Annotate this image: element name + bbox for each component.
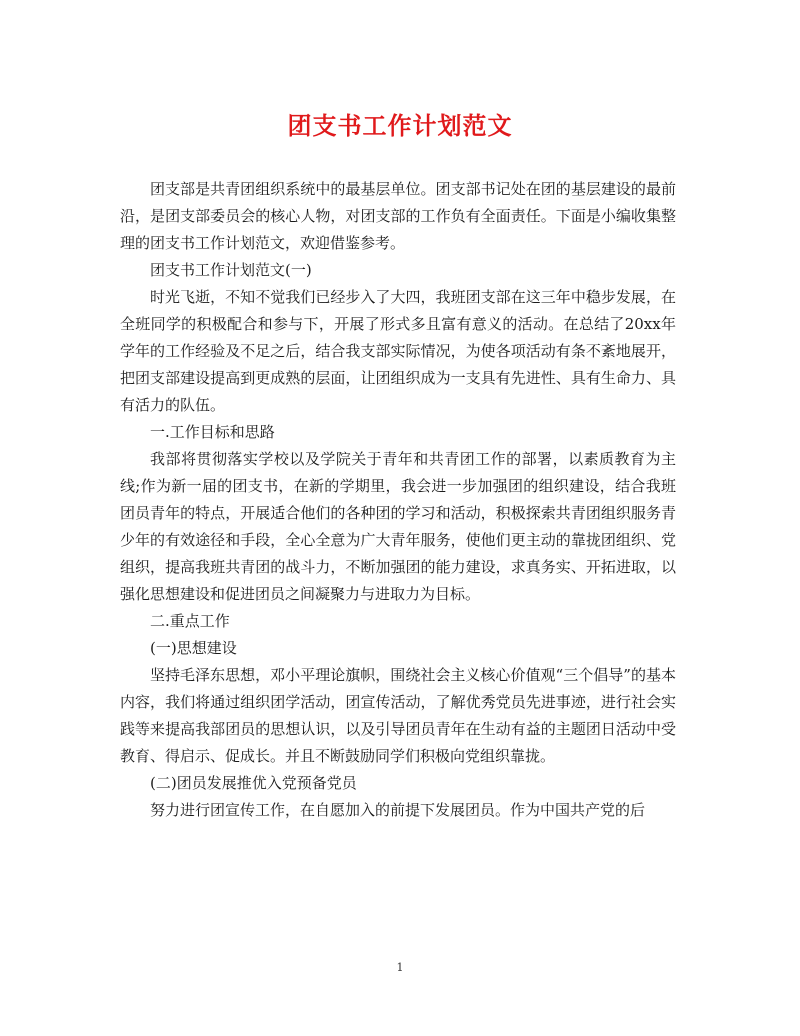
paragraph-4: 努力进行团宣传工作，在自愿加入的前提下发展团员。作为中国共产党的后: [150, 801, 646, 819]
paragraph-2: 我部将贯彻落实学校以及学院关于青年和共青团工作的部署，以素质教育为主线;作为新一届的团支书，在新的学期里，我会进一步加强团的组织建设，结合我班团员青年的特点，开展适合他们的各种团的学习和活动，积极探索共青团组织服务青少年的有效途径和手段，全心全意为广大青年服务，使他们更主动的靠拢团组织、党组织，提高我班共青团的战斗力，不断加强团的能力建设，求真务实、开拓进取，以强化思想建设和促进团员之间凝聚力与进取力为目标。: [120, 450, 676, 603]
page-number: 1: [396, 961, 404, 974]
heading-key-work: 二.重点工作: [150, 612, 230, 630]
document-body: [120, 176, 676, 824]
subheading-ideology: (一)思想建设: [150, 639, 237, 657]
subheading-member-development: (二)团员发展推优入党预备党员: [150, 774, 357, 792]
intro-paragraph: 团支部是共青团组织系统中的最基层单位。团支部书记处在团的基层建设的最前沿，是团支部委员会的核心人物，对团支部的工作负有全面责任。下面是小编收集整理的团支书工作计划范文，欢迎借鉴参考。: [120, 180, 676, 252]
document-title: 团支书工作计划范文: [287, 112, 513, 140]
heading-goals: 一.工作目标和思路: [150, 423, 275, 441]
paragraph-1: 时光飞逝，不知不觉我们已经步入了大四，我班团支部在这三年中稳步发展，在全班同学的积极配合和参与下，开展了形式多且富有意义的活动。在总结了20xx年学年的工作经验及不足之后，结合我支部实际情况，为使各项活动有条不紊地展开，把团支部建设提高到更成熟的层面，让团组织成为一支具有先进性、具有生命力、具有活力的队伍。: [120, 288, 676, 414]
section-title: 团支书工作计划范文(一): [150, 261, 312, 279]
paragraph-3: 坚持毛泽东思想，邓小平理论旗帜，围绕社会主义核心价值观“三个倡导”的基本内容，我们将通过组织团学活动，团宣传活动，了解优秀党员先进事迹，进行社会实践等来提高我部团员的思想认识，以及引导团员青年在生动有益的主题团日活动中受教育、得启示、促成长。并且不断鼓励同学们积极向党组织靠拢。: [120, 666, 676, 765]
